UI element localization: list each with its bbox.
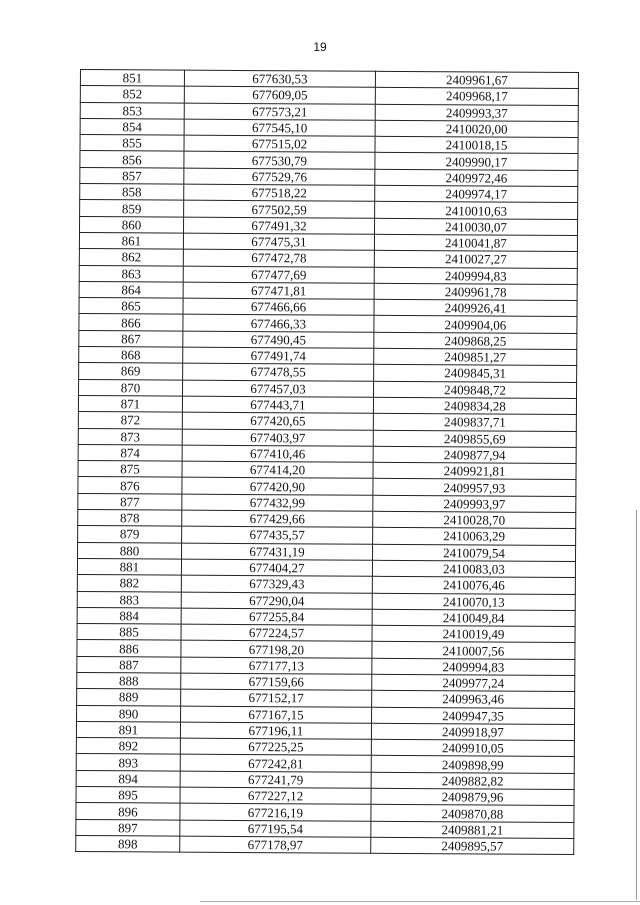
y-coordinate-cell: 2409882,82 bbox=[371, 772, 574, 790]
y-coordinate-cell: 2409855,69 bbox=[373, 430, 576, 448]
x-coordinate-cell: 677609,05 bbox=[184, 86, 375, 103]
y-coordinate-cell: 2410010,63 bbox=[375, 202, 578, 220]
y-coordinate-cell: 2409977,24 bbox=[372, 674, 575, 692]
point-number-cell: 861 bbox=[79, 232, 183, 249]
x-coordinate-cell: 677515,02 bbox=[184, 135, 375, 152]
x-coordinate-cell: 677414,20 bbox=[182, 461, 373, 478]
y-coordinate-cell: 2410027,27 bbox=[374, 251, 577, 269]
x-coordinate-cell: 677196,11 bbox=[180, 722, 371, 739]
y-coordinate-cell: 2409910,05 bbox=[371, 739, 574, 757]
y-coordinate-cell: 2409845,31 bbox=[374, 365, 577, 383]
x-coordinate-cell: 677198,20 bbox=[181, 641, 372, 658]
point-number-cell: 887 bbox=[77, 656, 181, 673]
x-coordinate-cell: 677475,31 bbox=[183, 233, 374, 250]
y-coordinate-cell: 2409947,35 bbox=[372, 707, 575, 725]
point-number-cell: 898 bbox=[76, 835, 180, 852]
x-coordinate-cell: 677178,97 bbox=[180, 836, 371, 853]
y-coordinate-cell: 2410079,54 bbox=[373, 544, 576, 562]
y-coordinate-cell: 2409926,41 bbox=[374, 299, 577, 317]
x-coordinate-cell: 677177,13 bbox=[181, 657, 372, 674]
y-coordinate-cell: 2409961,78 bbox=[374, 283, 577, 301]
x-coordinate-cell: 677457,03 bbox=[183, 380, 374, 397]
x-coordinate-cell: 677466,66 bbox=[183, 298, 374, 315]
point-number-cell: 875 bbox=[78, 461, 182, 478]
page-number: 19 bbox=[313, 40, 327, 54]
point-number-cell: 881 bbox=[77, 558, 181, 575]
y-coordinate-cell: 2409990,17 bbox=[375, 153, 578, 171]
x-coordinate-cell: 677242,81 bbox=[180, 755, 371, 772]
x-coordinate-cell: 677491,32 bbox=[183, 217, 374, 234]
point-number-cell: 865 bbox=[79, 298, 183, 315]
x-coordinate-cell: 677443,71 bbox=[182, 396, 373, 413]
x-coordinate-cell: 677530,79 bbox=[184, 152, 375, 169]
x-coordinate-cell: 677478,55 bbox=[183, 363, 374, 380]
x-coordinate-cell: 677152,17 bbox=[181, 689, 372, 706]
y-coordinate-cell: 2410076,46 bbox=[372, 576, 575, 594]
x-coordinate-cell: 677431,19 bbox=[182, 543, 373, 560]
point-number-cell: 868 bbox=[79, 347, 183, 364]
x-coordinate-cell: 677545,10 bbox=[184, 119, 375, 136]
point-number-cell: 890 bbox=[77, 705, 181, 722]
y-coordinate-cell: 2409898,99 bbox=[371, 756, 574, 774]
point-number-cell: 873 bbox=[78, 428, 182, 445]
x-coordinate-cell: 677490,45 bbox=[183, 331, 374, 348]
x-coordinate-cell: 677420,90 bbox=[182, 478, 373, 495]
y-coordinate-cell: 2409868,25 bbox=[374, 332, 577, 350]
x-coordinate-cell: 677518,22 bbox=[184, 184, 375, 201]
y-coordinate-cell: 2409957,93 bbox=[373, 479, 576, 497]
y-coordinate-cell: 2409870,88 bbox=[371, 805, 574, 823]
x-coordinate-cell: 677167,15 bbox=[181, 706, 372, 723]
scan-bottom-line bbox=[200, 901, 640, 902]
point-number-cell: 856 bbox=[80, 151, 184, 168]
point-number-cell: 852 bbox=[80, 86, 184, 103]
coordinates-table-body bbox=[76, 70, 579, 855]
y-coordinate-cell: 2409994,83 bbox=[372, 658, 575, 676]
y-coordinate-cell: 2409993,97 bbox=[373, 495, 576, 513]
point-number-cell: 897 bbox=[76, 819, 180, 836]
y-coordinate-cell: 2409851,27 bbox=[374, 348, 577, 366]
y-coordinate-cell: 2409879,96 bbox=[371, 788, 574, 806]
point-number-cell: 869 bbox=[79, 363, 183, 380]
point-number-cell: 888 bbox=[77, 672, 181, 689]
point-number-cell: 874 bbox=[78, 444, 182, 461]
point-number-cell: 855 bbox=[80, 135, 184, 152]
y-coordinate-cell: 2410083,03 bbox=[372, 560, 575, 578]
point-number-cell: 859 bbox=[80, 200, 184, 217]
point-number-cell: 860 bbox=[80, 216, 184, 233]
x-coordinate-cell: 677491,74 bbox=[183, 347, 374, 364]
x-coordinate-cell: 677227,12 bbox=[180, 787, 371, 804]
x-coordinate-cell: 677472,78 bbox=[183, 249, 374, 266]
point-number-cell: 878 bbox=[78, 510, 182, 527]
point-number-cell: 854 bbox=[80, 118, 184, 135]
point-number-cell: 872 bbox=[78, 412, 182, 429]
x-coordinate-cell: 677429,66 bbox=[182, 510, 373, 527]
y-coordinate-cell: 2409974,17 bbox=[375, 185, 578, 203]
x-coordinate-cell: 677420,65 bbox=[182, 412, 373, 429]
point-number-cell: 892 bbox=[76, 738, 180, 755]
point-number-cell: 866 bbox=[79, 314, 183, 331]
y-coordinate-cell: 2410028,70 bbox=[373, 511, 576, 529]
x-coordinate-cell: 677290,04 bbox=[181, 592, 372, 609]
y-coordinate-cell: 2410007,56 bbox=[372, 642, 575, 660]
point-number-cell: 896 bbox=[76, 803, 180, 820]
y-coordinate-cell: 2409918,97 bbox=[371, 723, 574, 741]
y-coordinate-cell: 2409837,71 bbox=[373, 414, 576, 432]
point-number-cell: 858 bbox=[80, 184, 184, 201]
x-coordinate-cell: 677329,43 bbox=[181, 575, 372, 592]
point-number-cell: 871 bbox=[78, 395, 182, 412]
table-row bbox=[76, 835, 574, 854]
x-coordinate-cell: 677477,69 bbox=[183, 266, 374, 283]
point-number-cell: 877 bbox=[78, 493, 182, 510]
y-coordinate-cell: 2410030,07 bbox=[374, 218, 577, 236]
point-number-cell: 884 bbox=[77, 607, 181, 624]
x-coordinate-cell: 677573,21 bbox=[184, 103, 375, 120]
x-coordinate-cell: 677502,59 bbox=[184, 201, 375, 218]
x-coordinate-cell: 677630,53 bbox=[184, 70, 375, 87]
y-coordinate-cell: 2410063,29 bbox=[373, 528, 576, 546]
y-coordinate-cell: 2409972,46 bbox=[375, 169, 578, 187]
x-coordinate-cell: 677529,76 bbox=[184, 168, 375, 185]
point-number-cell: 885 bbox=[77, 624, 181, 641]
point-number-cell: 883 bbox=[77, 591, 181, 608]
point-number-cell: 894 bbox=[76, 770, 180, 787]
y-coordinate-cell: 2409904,06 bbox=[374, 316, 577, 334]
point-number-cell: 863 bbox=[79, 265, 183, 282]
x-coordinate-cell: 677224,57 bbox=[181, 624, 372, 641]
y-coordinate-cell: 2409963,46 bbox=[372, 691, 575, 709]
point-number-cell: 889 bbox=[77, 689, 181, 706]
y-coordinate-cell: 2409921,81 bbox=[373, 462, 576, 480]
point-number-cell: 867 bbox=[79, 330, 183, 347]
y-coordinate-cell: 2409895,57 bbox=[371, 837, 574, 855]
point-number-cell: 880 bbox=[78, 542, 182, 559]
y-coordinate-cell: 2410020,00 bbox=[375, 120, 578, 138]
point-number-cell: 864 bbox=[79, 281, 183, 298]
y-coordinate-cell: 2410019,49 bbox=[372, 625, 575, 643]
y-coordinate-cell: 2409877,94 bbox=[373, 446, 576, 464]
y-coordinate-cell: 2409994,83 bbox=[374, 267, 577, 285]
point-number-cell: 879 bbox=[78, 526, 182, 543]
point-number-cell: 857 bbox=[80, 167, 184, 184]
x-coordinate-cell: 677255,84 bbox=[181, 608, 372, 625]
x-coordinate-cell: 677216,19 bbox=[180, 803, 371, 820]
scan-edge-line bbox=[636, 510, 637, 900]
y-coordinate-cell: 2410049,84 bbox=[372, 609, 575, 627]
point-number-cell: 870 bbox=[79, 379, 183, 396]
y-coordinate-cell: 2409881,21 bbox=[371, 821, 574, 839]
point-number-cell: 891 bbox=[76, 721, 180, 738]
x-coordinate-cell: 677404,27 bbox=[181, 559, 372, 576]
x-coordinate-cell: 677432,99 bbox=[182, 494, 373, 511]
x-coordinate-cell: 677195,54 bbox=[180, 820, 371, 837]
x-coordinate-cell: 677466,33 bbox=[183, 315, 374, 332]
y-coordinate-cell: 2410018,15 bbox=[375, 136, 578, 154]
coordinates-table bbox=[75, 69, 579, 855]
point-number-cell: 895 bbox=[76, 787, 180, 804]
point-number-cell: 882 bbox=[77, 575, 181, 592]
x-coordinate-cell: 677159,66 bbox=[181, 673, 372, 690]
y-coordinate-cell: 2409848,72 bbox=[374, 381, 577, 399]
x-coordinate-cell: 677435,57 bbox=[182, 526, 373, 543]
y-coordinate-cell: 2409968,17 bbox=[375, 88, 578, 106]
point-number-cell: 851 bbox=[80, 70, 184, 87]
x-coordinate-cell: 677241,79 bbox=[180, 771, 371, 788]
y-coordinate-cell: 2409993,37 bbox=[375, 104, 578, 122]
y-coordinate-cell: 2409961,67 bbox=[375, 71, 578, 89]
point-number-cell: 886 bbox=[77, 640, 181, 657]
point-number-cell: 893 bbox=[76, 754, 180, 771]
x-coordinate-cell: 677225,25 bbox=[180, 738, 371, 755]
point-number-cell: 862 bbox=[79, 249, 183, 266]
x-coordinate-cell: 677410,46 bbox=[182, 445, 373, 462]
x-coordinate-cell: 677403,97 bbox=[182, 429, 373, 446]
x-coordinate-cell: 677471,81 bbox=[183, 282, 374, 299]
y-coordinate-cell: 2410070,13 bbox=[372, 593, 575, 611]
y-coordinate-cell: 2409834,28 bbox=[373, 397, 576, 415]
y-coordinate-cell: 2410041,87 bbox=[374, 234, 577, 252]
point-number-cell: 853 bbox=[80, 102, 184, 119]
point-number-cell: 876 bbox=[78, 477, 182, 494]
